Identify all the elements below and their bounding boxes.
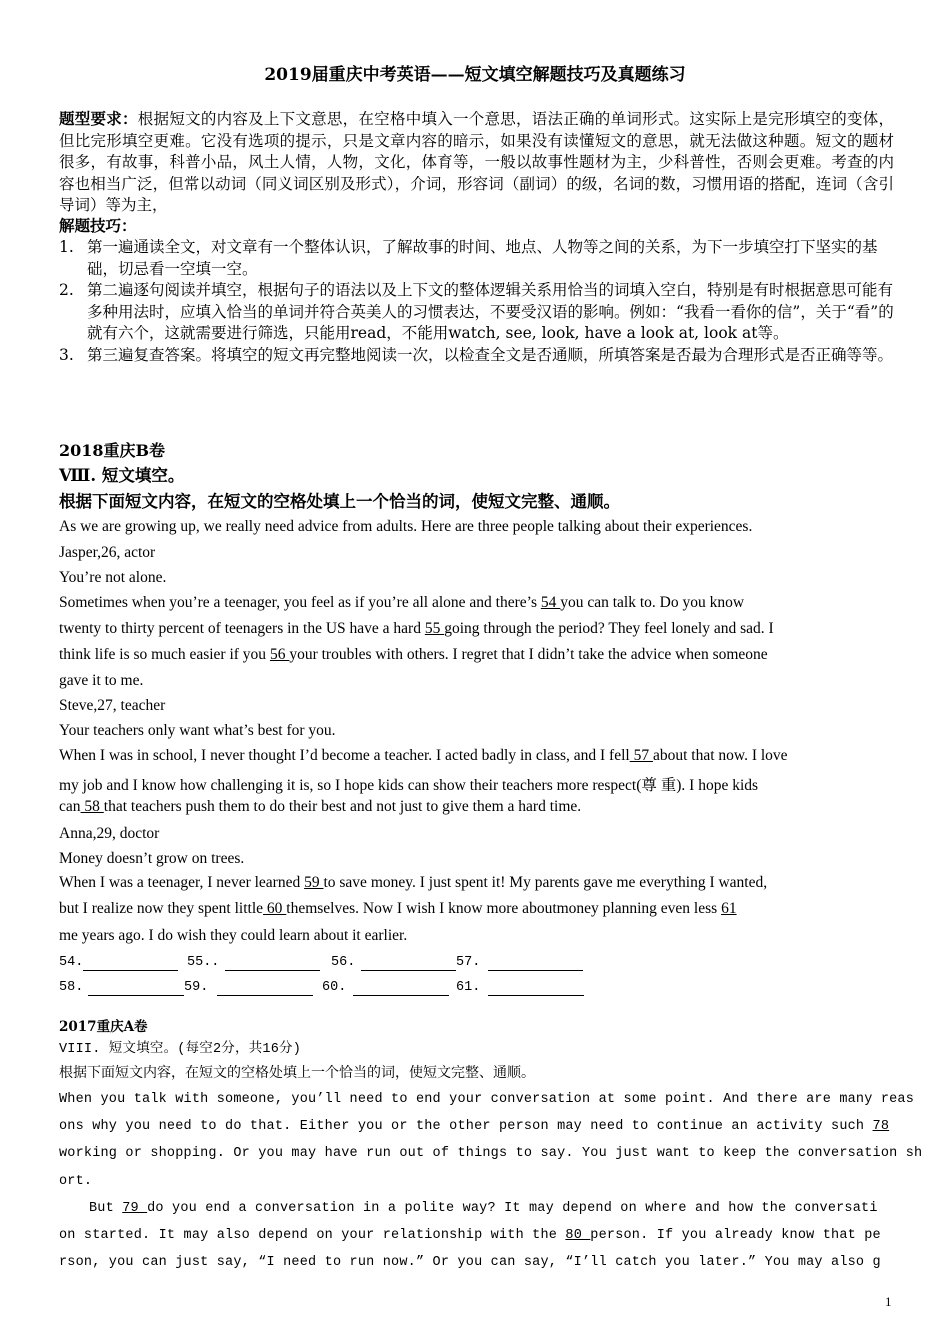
requirements-label: 题型要求： (59, 109, 138, 128)
requirements-text: 根据短文的内容及上下文意思，在空格中填入一个意思，语法正确的单词形式。这实际上是完形填空的变体，但比完形填空更难。它没有选项的提示，只是文章内容的暗示，如果没有读懂短文的意思，就无法做这种题。短文的题材很多，有故事，科普小品，风土人情，人物，文化，体育等，一般以故事性题材为主，少科普性，否则会更难。考查的内容也相当广泛，但常以动词（同义词区别及形式），介词，形容词（副词）的级，名词的数，习惯用语的搭配，连词（含引导词）等为主， (59, 110, 894, 214)
section-2017-heading: 2017重庆A卷 (59, 1019, 148, 1035)
answer-label-55: 55.. (187, 955, 220, 970)
blank-54: 54 (540, 594, 561, 611)
passage-line: think life is so much easier if you 56 your troubles with others. I regret that I didn’t take the advice when someone (59, 646, 768, 663)
passage-line: When you talk with someone, you’ll need to end your conversation at some point. And there are many reas (59, 1092, 915, 1107)
tip-item (59, 280, 894, 345)
tip-number: 2. (59, 281, 74, 299)
blank-58: 58 (80, 798, 104, 815)
page-title: 2019届重庆中考英语——短文填空解题技巧及真题练习 (264, 65, 686, 85)
answer-line-58 (88, 995, 184, 996)
speaker-jasper: Jasper,26, actor (59, 544, 156, 561)
answer-label-54: 54. (59, 955, 84, 970)
answer-label-58: 58. (59, 980, 84, 995)
passage-line: on started. It may also depend on your relationship with the 80 person. If you already know that pe (59, 1228, 881, 1243)
passage-line: But 79 do you end a conversation in a polite way? It may depend on where and how the conversati (89, 1201, 878, 1216)
section-2017-instruction: 根据下面短文内容，在短文的空格处填上一个恰当的词，使短文完整、通顺。 (59, 1065, 535, 1081)
passage-line: Sometimes when you’re a teenager, you feel as if you’re all alone and there’s 54 you can talk to. Do you know (59, 594, 745, 611)
tip-number: 3. (59, 345, 74, 364)
answer-line-55 (225, 970, 320, 971)
page-number: 1 (885, 1294, 892, 1309)
passage-line: ort. (59, 1174, 93, 1189)
tip-text: 第一遍通读全文，对文章有一个整体认识，了解故事的时间、地点、人物等之间的关系，为下一步填空打下坚实的基础，切忌看一空填一空。 (87, 238, 878, 278)
section-2017-part: VIII. 短文填空。(每空2分，共16分) (59, 1042, 302, 1057)
answer-label-59: 59. (184, 980, 209, 995)
section-2018-instruction: 根据下面短文内容，在短文的空格处填上一个恰当的词，使短文完整、通顺。 (59, 492, 620, 511)
tip-number: 1. (59, 238, 74, 256)
passage-line: working or shopping. Or you may have run out of things to say. You just want to keep the conversation sh (59, 1146, 923, 1161)
tip-text: 第二遍逐句阅读并填空，根据句子的语法以及上下文的整体逻辑关系用恰当的词填入空白，特别是有时根据意思可能有多种用法时，应填入恰当的单词并符合英美人的习惯表达，不要受汉语的影响。例如：“我看一看你的信”，关于“看”的就有六个，这就需要进行筛选，只能用read，不能用watch, see, look, have a look at, look at等。 (87, 281, 894, 342)
section-2018-part: Ⅷ. 短文填空。 (59, 466, 185, 485)
blank-59: 59 (304, 874, 324, 891)
passage-line: can 58 that teachers push them to do their best and not just to give them a hard time. (59, 798, 582, 815)
section-2018-heading: 2018重庆B卷 (59, 441, 166, 460)
answer-line-54 (83, 970, 178, 971)
passage-line: gave it to me. (59, 672, 144, 689)
passage-line: but I realize now they spent little 60 themselves. Now I wish I know more aboutmoney planning even less 61 (59, 900, 737, 917)
answer-line-60 (353, 995, 449, 996)
blank-80: 80 (565, 1228, 591, 1243)
answer-line-61 (488, 995, 584, 996)
tips-label: 解题技巧： (59, 216, 137, 235)
blank-57: 57 (629, 747, 653, 764)
passage-intro: As we are growing up, we really need advice from adults. Here are three people talking about their experiences. (59, 518, 753, 535)
blank-78: 78 (872, 1119, 890, 1134)
tips-list (59, 237, 894, 366)
passage-line: twenty to thirty percent of teenagers in the US have a hard 55 going through the period? They feel lonely and sad. I (59, 620, 774, 637)
blank-79: 79 (122, 1201, 148, 1216)
blank-55: 55 (424, 620, 445, 637)
answer-label-61: 61. (456, 980, 481, 995)
passage-line: When I was in school, I never thought I’d become a teacher. I acted badly in class, and I fell 57 about that now. I love (59, 747, 788, 764)
tip-text: 第三遍复查答案。将填空的短文再完整地阅读一次，以检查全文是否通顺，所填答案是否最为合理形式是否正确等等。 (87, 345, 894, 364)
answer-line-59 (217, 995, 313, 996)
quote-jasper: You’re not alone. (59, 569, 167, 586)
blank-60: 60 (263, 900, 287, 917)
answer-line-57 (488, 970, 583, 971)
blank-56: 56 (269, 646, 290, 663)
answer-label-56: 56. (331, 955, 356, 970)
blank-61: 61 (721, 900, 737, 917)
requirements-paragraph (59, 108, 894, 217)
passage-line: my job and I know how challenging it is, so I hope kids can show their teachers more respect(尊 重). I hope kids (59, 777, 759, 794)
speaker-steve: Steve,27, teacher (59, 697, 166, 714)
speaker-anna: Anna,29, doctor (59, 825, 160, 842)
quote-steve: Your teachers only want what’s best for you. (59, 722, 336, 739)
tip-item (59, 345, 894, 367)
passage-line: rson, you can just say, “I need to run now.” Or you can say, “I’ll catch you later.” You may also g (59, 1255, 881, 1270)
answer-label-57: 57. (456, 955, 481, 970)
quote-anna: Money doesn’t grow on trees. (59, 850, 245, 867)
answer-line-56 (361, 970, 456, 971)
answer-label-60: 60. (322, 980, 347, 995)
passage-line: me years ago. I do wish they could learn about it earlier. (59, 927, 408, 944)
passage-line: When I was a teenager, I never learned 59 to save money. I just spent it! My parents gave me everything I wanted, (59, 874, 768, 891)
tip-item (59, 237, 894, 280)
passage-line: ons why you need to do that. Either you or the other person may need to continue an activity such 78 (59, 1119, 890, 1134)
